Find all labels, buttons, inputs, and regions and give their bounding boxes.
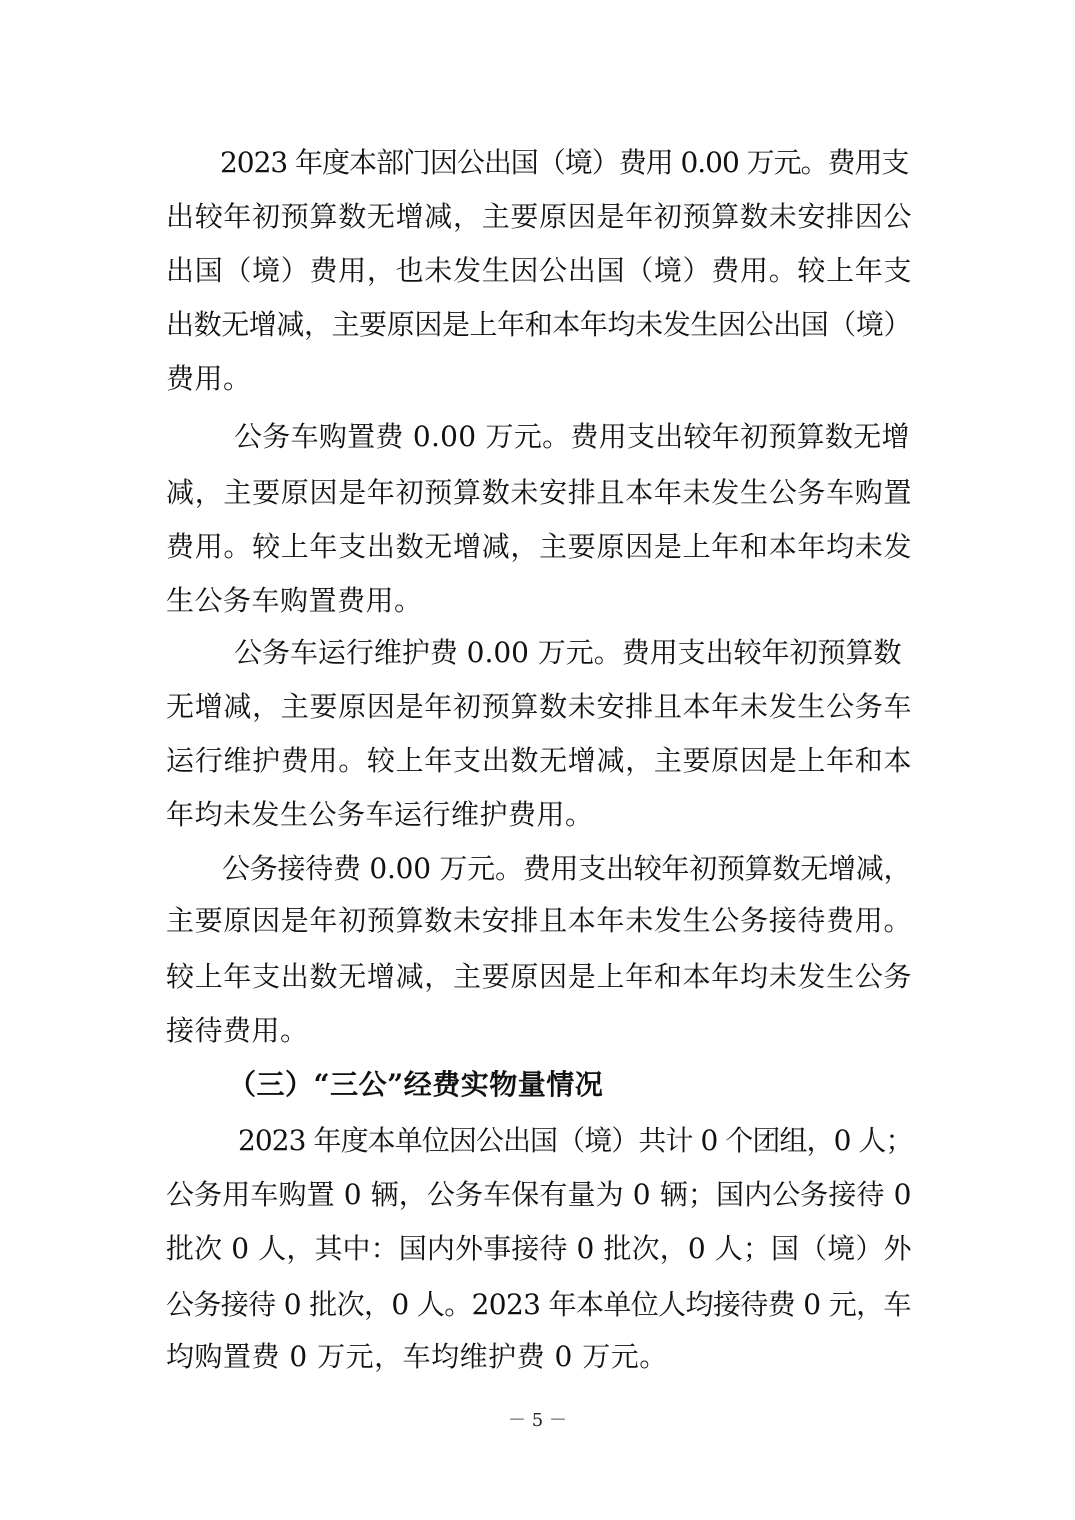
paragraph-line: 公务车运行维护费 0.00 万元。费用支出较年初预算数 — [234, 636, 902, 669]
paragraph-line: 出国（境）费用，也未发生因公出国（境）费用。较上年支 — [166, 254, 913, 287]
paragraph-line: 公务用车购置 0 辆，公务车保有量为 0 辆；国内公务接待 0 — [166, 1178, 912, 1211]
paragraph-line: 出数无增减，主要原因是上年和本年均未发生因公出国（境） — [166, 308, 912, 341]
paragraph-line: 公务接待 0 批次，0 人。2023 年本单位人均接待费 0 元，车 — [166, 1288, 911, 1321]
paragraph-line: 批次 0 人，其中：国内外事接待 0 批次，0 人；国（境）外 — [166, 1232, 912, 1265]
paragraph-line: 年均未发生公务车运行维护费用。 — [166, 798, 594, 831]
paragraph-line: 较上年支出数无增减，主要原因是上年和本年均未发生公务 — [166, 960, 913, 993]
paragraph-line: 2023 年度本部门因公出国（境）费用 0.00 万元。费用支 — [220, 146, 909, 179]
paragraph-line: 接待费用。 — [166, 1014, 309, 1047]
paragraph-line: 费用。 — [166, 362, 252, 395]
paragraph-line: 均购置费 0 万元，车均维护费 0 万元。 — [166, 1340, 668, 1373]
paragraph-line: 运行维护费用。较上年支出数无增减，主要原因是上年和本 — [166, 744, 913, 777]
page-number: － 5 － — [508, 1410, 567, 1431]
paragraph-line: 生公务车购置费用。 — [166, 584, 423, 617]
paragraph-line: 公务车购置费 0.00 万元。费用支出较年初预算数无增 — [234, 420, 910, 453]
paragraph-line: 出较年初预算数无增减，主要原因是年初预算数未安排因公 — [166, 200, 913, 233]
paragraph-line: 费用。较上年支出数无增减，主要原因是上年和本年均未发 — [166, 530, 913, 563]
paragraph-line: 减，主要原因是年初预算数未安排且本年未发生公务车购置 — [166, 476, 913, 509]
paragraph-line: 2023 年度本单位因公出国（境）共计 0 个团组，0 人； — [238, 1124, 913, 1157]
paragraph-line: 公务接待费 0.00 万元。费用支出较年初预算数无增减， — [222, 852, 912, 885]
section-heading: （三）“三公”经费实物量情况 — [228, 1068, 604, 1101]
paragraph-line: 无增减，主要原因是年初预算数未安排且本年未发生公务车 — [166, 690, 913, 723]
paragraph-line: 主要原因是年初预算数未安排且本年未发生公务接待费用。 — [166, 904, 913, 937]
